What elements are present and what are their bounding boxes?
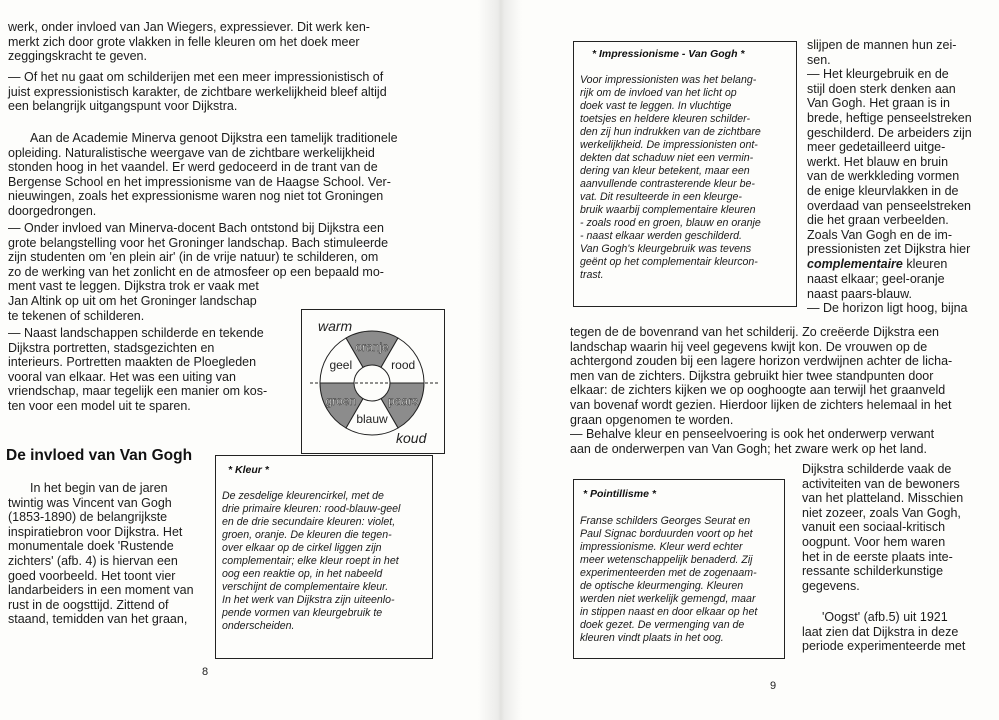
wheel-label-rood: rood [391,358,416,372]
wheel-label-paars: paars [388,394,419,408]
right-side-col-2: naast elkaar; geel-oranje naast paars-blauw. — De horizon ligt hoog, bijna [807,272,968,316]
complementaire-after: kleuren [902,257,948,271]
right-side-col-1: slijpen de mannen hun zei- sen. — Het kleurgebruik en de stijl doen sterk denken aan Van Gogh. Het graan is in brede, heftige penseelstreken geschilderd. De arbeiders zijn meer gedetailleerd uitge- werkt. Het blauw en bruin van de werkkleding vormen de enige kleurvlakken in de overdaad van penseelstreken die het graan verbeelden. Zoals Van Gogh en de im- pressionisten zet Dijkstra hier [807,38,972,257]
left-para-3: Aan de Academie Minerva genoot Dijkstra een tamelijk traditionele opleiding. Naturalistische weergave van de zichtbare werkelijkheid stonden hoog in het vaandel. Er werd gedoceerd in de trant van de Bergense School en het impressionisme van de Haagse School. Ver- nieuwingen, zoals het expressionisme waren nog niet tot Groningen doorgedrongen. [8,131,398,218]
wheel-label-koud: koud [396,430,427,446]
wheel-label-geel: geel [329,358,353,372]
left-page [0,0,480,720]
kleur-box-text: De zesdelige kleurencirkel, met de drie primaire kleuren: rood-blauw-geel en de drie secundaire kleuren: violet, groen, oranje. De kleuren die tegen- over elkaar op de cirkel liggen zijn complementair; elke kleur roept in het oog een reaktie op, in het nabeeld verschijnt de complementaire kleur. In het werk van Dijkstra zijn uiteenlo- pende vormen van kleurgebruik te onderscheiden. [222,490,401,632]
pointillisme-box-title: * Pointillisme * [583,488,656,500]
pointillisme-box-text: Franse schilders Georges Seurat en Paul Signac borduurden voort op het impressionisme. Kleur werd echter meer wetenschappelijk benaderd. Zij experimenteerden met de zogenaam- de optische kleurmenging. Kleuren werden niet werkelijk gemengd, maar in stippen naast en door elkaar op het doek gezet. De vermenging van de kleuren vindt plaats in het oog. [580,515,758,644]
kleur-box [215,455,433,659]
page-number-left: 8 [202,666,209,678]
color-wheel-diagram [302,310,446,455]
right-side-col-em-line [807,257,997,272]
wheel-label-warm: warm [318,318,353,334]
complementaire-emphasis: complementaire [807,257,903,271]
right-side-col-4: 'Oogst' (afb.5) uit 1921 laat zien dat Dijkstra in deze periode experimenteerde met [802,610,966,654]
wheel-label-oranje: oranje [355,340,389,354]
wheel-label-groen: groen [325,394,357,408]
left-para-4a: — Onder invloed van Minerva-docent Bach ontstond bij Dijkstra een grote belangstelling voor het Groninger landschap. Bach stimuleerde zijn studenten om 'en plein air' (in de vrije natuur) te schilderen, om zo de werking van het zonlicht en de atmosfeer op een bepaald mo- ment vast te leggen. Dijkstra trok er vaak met [8,221,389,294]
left-para-5: — Naast landschappen schilderde en tekende Dijkstra portretten, stadsgezichten en interieurs. Portretten maakten de Ploegleden vooral van elkaar. Het was een uiting van vriendschap, maar tegelijk een manier om kos- ten voor een model uit te sparen. [8,326,268,413]
right-wide-para: tegen de de bovenrand van het schilderij. Zo creëerde Dijkstra een landschap waarin hij veel gegevens kwijt kon. De vrouwen op de achtergond zouden bij een lagere horizon verdwijnen achter de licha- men van de zichters. Dijkstra gebruikt hier twee standpunten door elkaar: de zichters kijken we op ooghoogte aan terwijl het graanveld van bovenaf wordt gezien. Hierdoor lijken de zichters helemaal in het graan opgenomen te worden. — Behalve kleur en penseelvoering is ook het onderwerp verwant aan de onderwerpen van Van Gogh; het zware werk op het land. [570,325,953,456]
color-wheel-figure [301,309,445,454]
kleur-box-title: * Kleur * [228,464,269,476]
pointillisme-box [573,479,785,659]
impressionisme-box-text: Voor impressionisten was het belang- rijk om de invloed van het licht op doek vast te leggen. In vluchtige toetsjes en heldere kleuren schilder- den zij hun indrukken van de zichtbare werkelijkheid. De impressionisten ont- dekten dat schaduw niet een vermin- dering van kleur betekent, maar een aanvullende contrasterende kleur be- vat. Dit resulteerde in een kleurge- bruik waarbij complementaire kleuren - zoals rood en groen, blauw en oranje - naast elkaar werden geschilderd. Van Gogh's kleurgebruik was tevens geënt op het complementair kleurcon- trast. [580,74,761,281]
impressionisme-box-title: * Impressionisme - Van Gogh * [592,48,745,60]
left-para-4b: Jan Altink op uit om het Groninger landschap te tekenen of schilderen. [8,294,257,323]
section-heading: De invloed van Van Gogh [6,447,193,464]
right-side-col-3: Dijkstra schilderde vaak de activiteiten van de bewoners van het platteland. Misschien niet zozeer, zoals Van Gogh, vanuit een sociaal-kritisch oogpunt. Voor hem waren het in de eerste plaats inte- ressante schilderkunstige gegevens. [802,462,964,593]
impressionisme-box [573,41,797,307]
left-para-1: werk, onder invloed van Jan Wiegers, expressiever. Dit werk ken- merkt zich door grote vlakken in felle kleuren om het doek meer zeggingskracht te geven. [8,20,370,64]
left-para-6: In het begin van de jaren twintig was Vincent van Gogh (1853-1890) de belangrijkste inspiratiebron voor Dijkstra. Het monumentale doek 'Rustende zichters' (afb. 4) is hiervan een goed voorbeeld. Het toont vier landarbeiders in een moment van rust in de oogsttijd. Zittend of staand, temidden van het graan, [8,481,194,627]
page-number-right: 9 [770,680,777,692]
wheel-label-blauw: blauw [356,412,388,426]
book-gutter [478,0,522,720]
right-page [520,0,999,720]
left-para-2: — Of het nu gaat om schilderijen met een meer impressionistisch of juist expressionistisch karakter, de zichtbare werkelijkheid bleef altijd een belangrijk uitgangspunt voor Dijkstra. [8,70,387,114]
